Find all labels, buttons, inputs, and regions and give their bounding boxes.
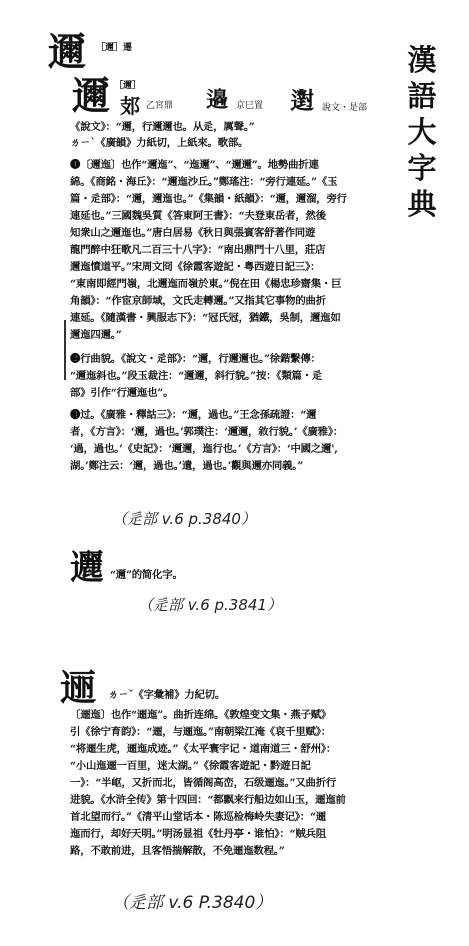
entry1-line: ‘過，過也。’《史記》：‘邇邇，迤行也。’《方言》：‘中國之邇', [70, 443, 338, 455]
entry1-line: 龍門醉中狂歌凡二百三十八字》：“南出鼎門十八里，莊店 [70, 244, 326, 256]
book-title-char: 語 [407, 79, 437, 113]
entry1-line: 連延。《隨漢書・興服志下》：“冠氏冠，猶鐵，吳制，邇迤如 [70, 312, 341, 324]
ancient-form-label: 乙宮鼎 [146, 101, 174, 111]
entry3-line: “将逦生虎，逦迤成迹。”《太平寰宇记・道南道三・舒州》： [70, 743, 337, 755]
entry1-line: 綿。《商銘・海丘》：“邇迤沙丘。”鄭瑤注：“旁行連延。”《玉 [70, 176, 338, 188]
book-title [402, 42, 442, 222]
ancient-form-label: 京巳置 [236, 101, 264, 111]
book-title-char: 典 [407, 187, 437, 221]
book-title-char: 字 [407, 151, 437, 185]
entry1-line: 連延也。”三國魏吳質《答東阿王書》：“夫登東岳者，然後 [70, 210, 326, 222]
entry1-line: 篇・辵部》：“邇，邇迤也。”《集韻・紙韻》：“邇，邇溜，旁行 [70, 193, 347, 205]
entry1-line: ❶〔邇迤〕也作“邇迤”、“迤邇”、“邇邇”。地勢曲折連 [70, 159, 319, 171]
entry3-line: 路，不敢前进，且客悟揣解散，不免逦迤数程。” [70, 845, 285, 857]
entry1-line: ㄌㄧˋ《廣韻》力紙切，上紙來。歌部。 [70, 137, 249, 149]
entry1-headword: 邇 [48, 29, 85, 74]
entry1-line: ❸过。《廣雅・釋詁三》：“邇，過也。”王念孫疏證：“邇 [70, 409, 317, 421]
entry3-line: 〔逦迤〕也作“逦迤”。曲折连绵。《敦煌变文集・燕子赋》 [70, 709, 332, 721]
book-title-char: 漢 [407, 43, 437, 77]
entry3-line: 进貌。《水浒全传》第十四回：“都飘来行船边如山玉，逦迤前 [70, 794, 346, 806]
ancient-form-glyph: 𨘢 [206, 87, 229, 113]
entry1-line: 知衆山之邇迤也。”唐白居易《秋日與張賓客舒著作同遊 [70, 227, 316, 239]
entry3-pron: ㄌㄧˇ《字彙補》力紀切。 [108, 689, 226, 701]
entry1-line: 部》引作“行邇迤也”。 [70, 387, 174, 399]
entry1-body [70, 120, 390, 475]
ancient-form-glyph: 𨘗 [290, 86, 314, 115]
handwritten-note: （辵部 v.6 p.3841） [138, 596, 282, 614]
scan-mark [64, 320, 66, 380]
handwritten-note: （辵部 v.6 P.3840） [112, 893, 273, 913]
entry1-line: 邇迤四邇。” [70, 329, 122, 341]
entry3-body [70, 708, 390, 868]
entry1-line: “東南即經門嶺，北邇迤而嶺於東。”倪在田《楊忠珍齋集・巨 [70, 278, 342, 290]
entry1-line: 《說文》：“邇，行邇邇也。从辵，厲聲。” [70, 121, 255, 133]
entry3-line: “小山迤逦一百里，迷太湖。”《徐霞客遊記・黔遊日記 [70, 760, 311, 772]
entry3-line: 首北望而行。”《清平山堂话本・陈巡检梅岭失妻记》：“逦 [70, 811, 326, 823]
entry1-headword-2-tag: ［邇］ [114, 81, 142, 91]
entry3-line: 迤而行，却好天明。”明汤显祖《牡丹亭・谁怕》：“贼兵阻 [70, 828, 326, 840]
entry3-headword: 逦 [60, 667, 95, 709]
book-title-char: 大 [407, 115, 437, 149]
ancient-form-glyph: 𨙸 [120, 94, 140, 118]
entry3-line: 一》：“半岖，又折而北，皆循阁高峦，石级逦迤。”又曲折行 [70, 777, 337, 789]
handwritten-note: （辵部 v.6 p.3840） [112, 510, 256, 528]
entry1-line: “邇迤斜也。”段玉裁注：“邇邇，斜行貌。”按：《類篇・辵 [70, 370, 323, 382]
entry1-headword-note: ［邇］遷 [96, 43, 133, 53]
entry1-line: 湖。’鄭注云：‘邇，過也。’遺，過也。’觀與邇亦同義。” [70, 460, 304, 472]
entry1-line: ❷行曲貌。《說文・辵部》：“邇，行邇邇也。”徐鍇繫傳： [70, 353, 321, 365]
entry1-line: 角韻》：“作宦京師域，文氏走轉邇。”又指其它事物的曲折 [70, 295, 326, 307]
entry1-line: 邇迤憤道平。”宋周文冏《徐霞客遊記・粤西遊日記三》： [70, 261, 321, 273]
entry2-text: “邇”的简化字。 [110, 569, 183, 581]
entry3-line: 引《徐宁育韵》：“逦，与逦迤。”南朝梁江淹《哀千里赋》： [70, 726, 331, 738]
ancient-form-label: 說文・是部 [322, 103, 368, 113]
entry2-headword: 邐 [70, 548, 102, 588]
entry1-line: 者，《方言》：‘邇，過也。’郭璞注：‘邇邇，敘行貌。’《廣雅》： [70, 426, 344, 438]
entry1-headword-2: 邇 [72, 73, 109, 118]
